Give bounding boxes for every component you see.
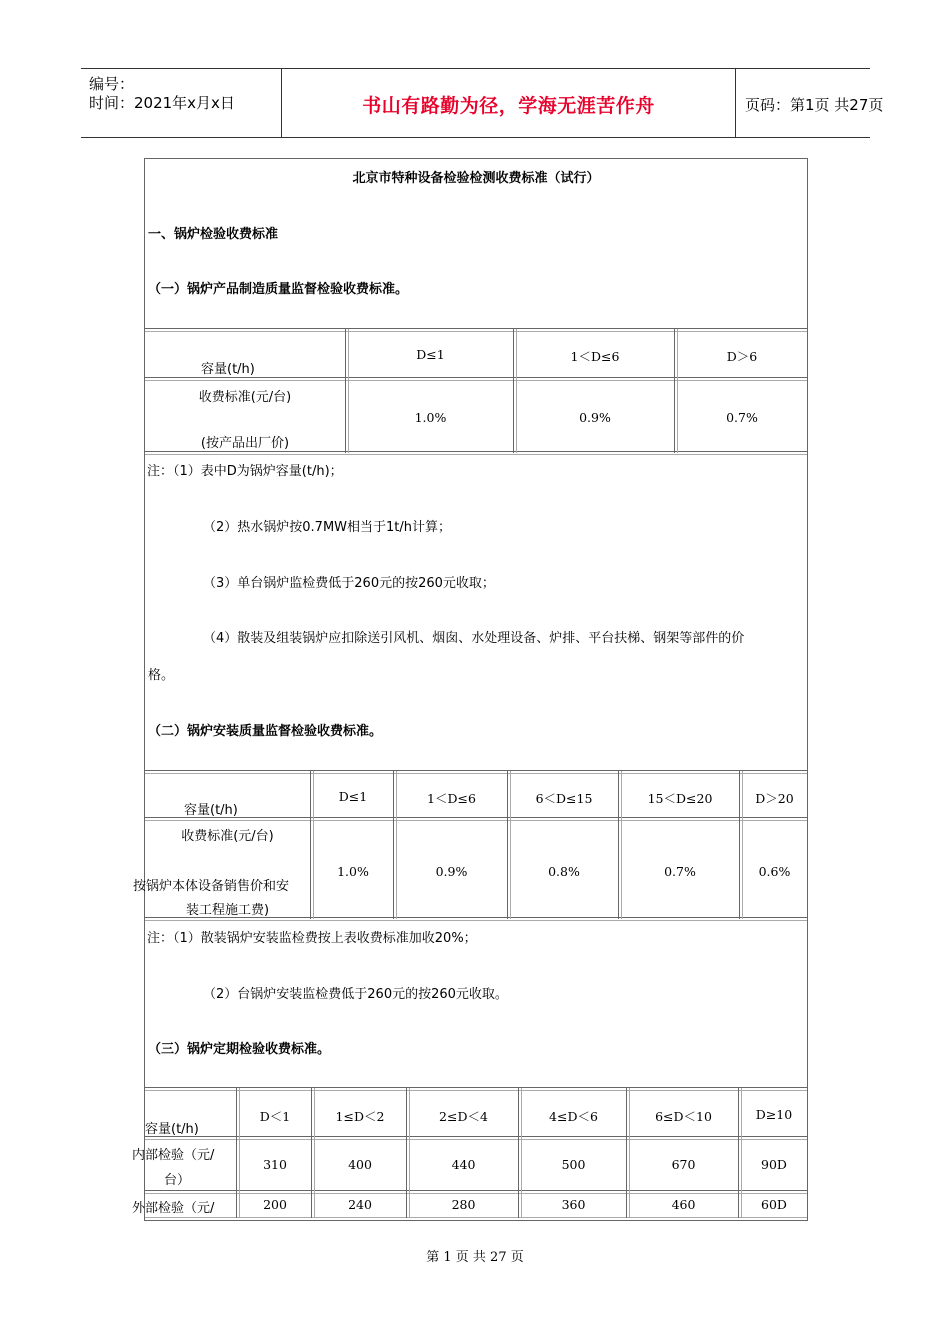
table2-value-4: 0.7% <box>664 864 696 879</box>
subsection-heading-manufacturing: （一）锅炉产品制造质量监督检验收费标准。 <box>148 282 409 297</box>
table3-row1-label: 内部检验（元/ <box>132 1148 215 1163</box>
table2-col-5: D＞20 <box>755 791 794 806</box>
table2-col-4: 15＜D≤20 <box>647 791 713 806</box>
table3-row2-value-3: 280 <box>451 1197 476 1212</box>
motto: 书山有路勤为径，学海无涯苦作舟 <box>362 95 655 117</box>
table3-row1-value-2: 400 <box>348 1157 372 1172</box>
table1-value-3: 0.7% <box>726 410 758 425</box>
page-footer: 第 1 页 共 27 页 <box>426 1250 524 1265</box>
document-title: 北京市特种设备检验检测收费标准（试行） <box>352 171 600 186</box>
table1-value-2: 0.9% <box>579 410 611 425</box>
note-line: 注：（1）表中D为锅炉容量(t/h)； <box>147 464 343 479</box>
time-label: 时间：2021年x月x日 <box>89 94 235 112</box>
table2-value-5: 0.6% <box>758 864 791 879</box>
table1-row-label: 收费标准(元/台) <box>198 390 292 405</box>
table3-row1-label-2: 台） <box>164 1173 191 1188</box>
table3-col-1: D＜1 <box>259 1109 291 1124</box>
table2-value-1: 1.0% <box>337 864 369 879</box>
table2-col-2: 1＜D≤6 <box>427 791 476 806</box>
header-center-cell <box>281 69 736 137</box>
table3-row1-value-6: 90D <box>761 1157 787 1172</box>
table3-col-2: 1≤D＜2 <box>335 1109 385 1124</box>
table2-header-label: 容量(t/h) <box>184 803 238 818</box>
note-line: （2）台锅炉安装监检费低于260元的按260元收取。 <box>203 987 508 1002</box>
table3-col-6: D≥10 <box>755 1107 793 1122</box>
table2-row-sublabel-2: 装工程施工费) <box>185 903 270 918</box>
note-line: 格。 <box>148 668 175 683</box>
table3-row1-value-5: 670 <box>671 1157 696 1172</box>
note-line: （3）单台锅炉监检费低于260元的按260元收取； <box>203 576 495 591</box>
page-number-label: 页码：第1页 共27页 <box>745 96 884 114</box>
number-label: 编号： <box>89 75 135 93</box>
table3-row2-value-2: 240 <box>348 1197 372 1212</box>
table1-header-label: 容量(t/h) <box>201 362 255 377</box>
table1-col-1: D≤1 <box>416 347 445 362</box>
table2-value-3: 0.8% <box>548 864 580 879</box>
table3-col-5: 6≤D＜10 <box>655 1109 712 1124</box>
table3-row2-label: 外部检验（元/ <box>132 1201 215 1216</box>
note-line: 注：（1）散装锅炉安装监检费按上表收费标准加收20%； <box>147 931 477 946</box>
table3-row1-value-4: 500 <box>561 1157 586 1172</box>
note-line: （4）散装及组装锅炉应扣除送引风机、烟囱、水处理设备、炉排、平台扶梯、钢架等部件的价 <box>203 631 745 646</box>
document-frame <box>132 158 808 1221</box>
table1-col-2: 1＜D≤6 <box>570 349 620 364</box>
section-heading-boiler: 一、锅炉检验收费标准 <box>148 227 279 242</box>
table3-col-3: 2≤D＜4 <box>439 1109 488 1124</box>
table2-col-1: D≤1 <box>338 789 368 804</box>
table3-row1-value-1: 310 <box>263 1157 287 1172</box>
header-left-cell <box>81 69 281 137</box>
subsection-heading-installation: （二）锅炉安装质量监督检验收费标准。 <box>148 724 383 739</box>
table1-col-3: D＞6 <box>726 349 758 364</box>
table2-row-label: 收费标准(元/台) <box>181 829 274 844</box>
table2-col-3: 6＜D≤15 <box>535 791 593 806</box>
table3-row2-value-6: 60D <box>761 1197 787 1212</box>
table2-value-2: 0.9% <box>435 864 468 879</box>
note-line: （2）热水锅炉按0.7MW相当于1t/h计算； <box>203 520 452 535</box>
header-right-cell <box>735 69 884 137</box>
table3-col-4: 4≤D＜6 <box>549 1109 598 1124</box>
table3-header-label: 容量(t/h) <box>145 1122 199 1137</box>
table3-row2-value-4: 360 <box>561 1197 586 1212</box>
table3-row2-value-5: 460 <box>671 1197 696 1212</box>
page-header <box>81 68 884 138</box>
table1-value-1: 1.0% <box>414 410 447 425</box>
table1-row-sublabel: (按产品出厂价) <box>200 436 290 451</box>
table3-row2-value-1: 200 <box>263 1197 287 1212</box>
table2-row-sublabel: 按锅炉本体设备销售价和安 <box>133 879 290 894</box>
table3-row1-value-3: 440 <box>451 1157 476 1172</box>
subsection-heading-periodic: （三）锅炉定期检验收费标准。 <box>148 1042 331 1057</box>
